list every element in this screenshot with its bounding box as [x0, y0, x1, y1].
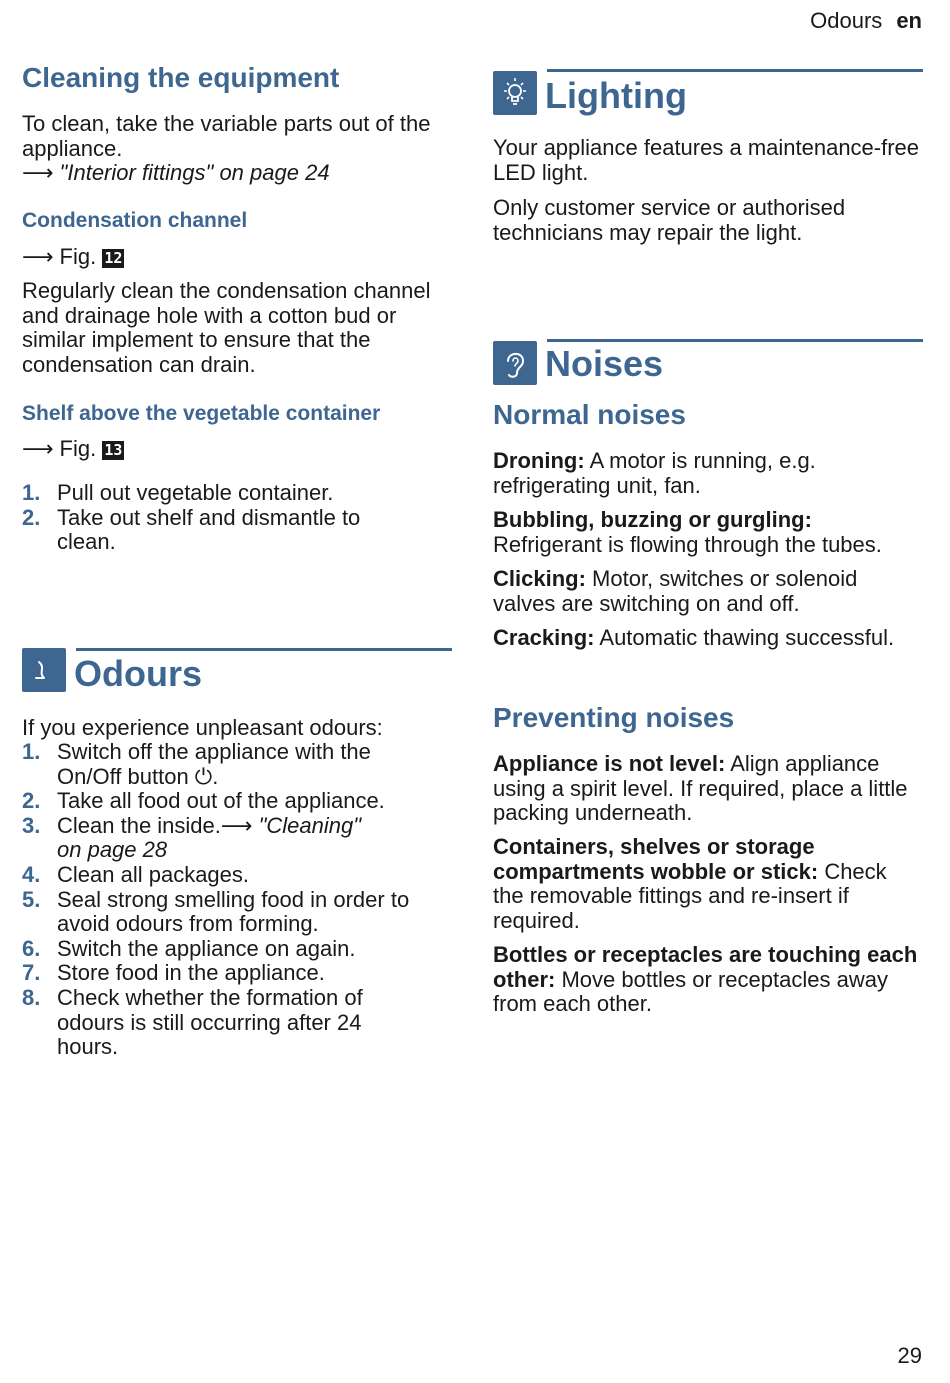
lightbulb-icon	[493, 71, 537, 115]
condensation-fig-ref	[22, 245, 452, 270]
cleaning-xref[interactable]	[22, 161, 452, 186]
list-item	[22, 986, 422, 1060]
step-number: 4.	[22, 861, 41, 887]
step-text: Pull out vegetable container.	[57, 480, 334, 505]
step-text: Clean all packages.	[57, 861, 250, 887]
shelf-fig-ref	[22, 437, 452, 462]
arrow-icon: ⟶	[22, 160, 54, 185]
prevent-term: Appliance is not level:	[493, 751, 726, 776]
noises-heading: Noises	[545, 343, 664, 384]
prevent-description: Check the removable fittings and re-insert if required.	[493, 858, 887, 933]
step-text: Switch off the appliance with the On/Off button ⏻.	[57, 739, 371, 789]
list-item	[22, 814, 422, 863]
lighting-text-2: Only customer service or authorised technicians may repair the light.	[493, 195, 846, 245]
header-language: en	[896, 8, 922, 33]
step-text: Check whether the formation of odours is still occurring after 24 hours.	[57, 984, 363, 1060]
noise-entry	[493, 626, 923, 651]
noise-description: Refrigerant is flowing through the tubes.	[493, 531, 882, 557]
step-number: 6.	[22, 935, 41, 961]
noise-entry	[493, 508, 923, 557]
noise-entry	[493, 449, 923, 498]
odours-steps	[22, 740, 422, 1060]
fig-label: Fig.	[59, 244, 97, 269]
step-number: 3.	[22, 812, 41, 838]
prevent-entry	[493, 943, 923, 1017]
section-rule	[76, 648, 452, 651]
prevent-term: Containers, shelves or storage compartments wobble or stick:	[493, 834, 819, 884]
lighting-heading: Lighting	[545, 75, 687, 116]
cleaning-text: To clean, take the variable parts out of the appliance.	[22, 111, 431, 161]
normal-noises-heading: Normal noises	[493, 399, 686, 430]
step-number: 1.	[22, 739, 41, 764]
fig-label: Fig.	[59, 436, 97, 461]
step-number: 1.	[22, 480, 41, 505]
header-section: Odours	[810, 8, 883, 33]
step-text: Switch the appliance on again.	[57, 935, 356, 961]
list-item	[22, 481, 402, 506]
noise-description: A motor is running, e.g. refrigerating unit, fan.	[493, 448, 816, 498]
condensation-text: Regularly clean the condensation channel and drainage hole with a cotton bud or similar implement to ensure that the condensation can drain.	[22, 278, 431, 377]
prevent-description: Align appliance using a spirit level. If required, place a little packing underneath.	[493, 751, 908, 825]
odours-heading: Odours	[74, 653, 203, 694]
noise-term: Droning:	[493, 448, 585, 473]
figure-number-badge: 13	[104, 441, 123, 459]
step-text: Take all food out of the appliance.	[57, 788, 385, 814]
step-text: Clean the inside.	[57, 812, 221, 838]
step-number: 8.	[22, 984, 41, 1010]
shelf-steps	[22, 481, 402, 555]
lighting-section-header	[493, 69, 923, 119]
noise-description: Automatic thawing successful.	[599, 625, 895, 650]
noise-entry	[493, 567, 923, 616]
noise-term: Cracking:	[493, 625, 595, 650]
cleaning-heading: Cleaning the equipment	[22, 62, 340, 93]
list-item	[22, 863, 422, 888]
list-item	[22, 961, 422, 986]
step-number: 5.	[22, 886, 41, 912]
arrow-icon: ⟶	[22, 244, 54, 269]
prevent-term: Bottles or receptacles are touching each other:	[493, 942, 918, 992]
step-number: 2.	[22, 788, 41, 814]
preventing-noises-heading: Preventing noises	[493, 702, 735, 733]
xref-cleaning[interactable]: "Cleaning" on page 28	[57, 812, 362, 863]
ear-icon	[493, 341, 537, 385]
odour-icon	[22, 648, 66, 692]
section-rule	[547, 69, 923, 72]
figure-number-badge: 12	[104, 249, 123, 267]
prevent-entry	[493, 752, 923, 826]
step-text: Take out shelf and dismantle to clean.	[57, 504, 361, 555]
list-item	[22, 888, 422, 937]
page-header	[810, 8, 922, 34]
lighting-text-1: Your appliance features a maintenance-free LED light.	[493, 135, 920, 185]
noises-section-header	[493, 339, 923, 389]
cleaning-body	[22, 112, 452, 186]
step-number: 2.	[22, 504, 41, 530]
list-item	[22, 506, 402, 555]
prevent-description: Move bottles or receptacles away from each other.	[493, 966, 888, 1016]
arrow-icon: ⟶	[220, 812, 253, 838]
list-item	[22, 740, 422, 789]
list-item	[22, 789, 422, 814]
noise-description: Motor, switches or solenoid valves are switching on and off.	[493, 566, 858, 616]
step-number: 7.	[22, 960, 41, 986]
odours-intro: If you experience unpleasant odours:	[22, 715, 383, 740]
noise-term: Bubbling, buzzing or gurgling:	[493, 507, 812, 532]
noise-term: Clicking:	[493, 566, 586, 591]
odours-section-header	[22, 648, 452, 698]
shelf-heading: Shelf above the vegetable container	[22, 402, 381, 425]
list-item	[22, 937, 422, 962]
arrow-icon: ⟶	[22, 436, 54, 461]
step-text: Store food in the appliance.	[57, 960, 325, 986]
xref-interior-fittings[interactable]: "Interior fittings" on page 24	[59, 160, 330, 185]
page-number: 29	[897, 1343, 922, 1368]
condensation-heading: Condensation channel	[22, 209, 248, 232]
prevent-entry	[493, 835, 923, 933]
step-text: Seal strong smelling food in order to avoid odours from forming.	[57, 886, 410, 937]
